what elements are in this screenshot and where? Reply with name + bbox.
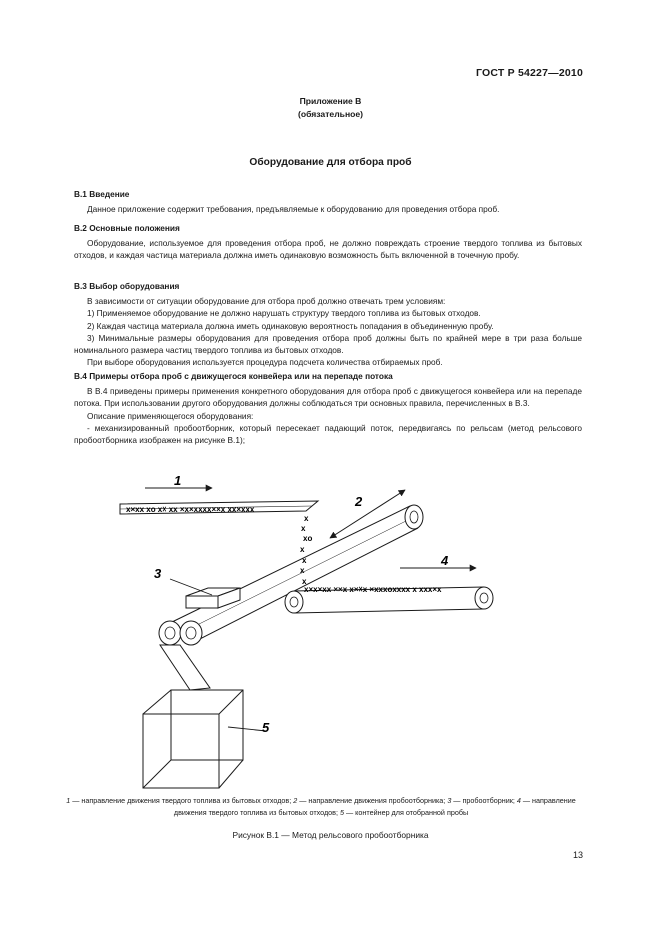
caption-text-4: — направление движения твердого топлива из бытовых отходов; — [173, 796, 576, 817]
label-5: 5 — [262, 720, 270, 735]
sample-chute — [160, 645, 210, 690]
label-4: 4 — [441, 553, 449, 568]
label-2: 2 — [355, 494, 363, 509]
main-title: Оборудование для отбора проб — [249, 157, 412, 168]
annex-title: Приложение В — [299, 96, 362, 106]
falling-stream-4: x — [300, 545, 305, 554]
rail-end-rollers — [159, 621, 202, 645]
material-upper: x×xx xo x☓ xx ×x×xxxx××x xx×xxx — [126, 505, 255, 514]
material-lower: x×x×xx ××x x×☓x ×xxxoxxxx x xxx×x — [304, 585, 442, 594]
caption-text-1: — направление движения твердого топлива из бытовых отходов; — [70, 796, 294, 805]
section-b3-paragraph: В зависимости от ситуации оборудование для отбора проб должно отвечать трем условиям: — [87, 296, 446, 307]
figure-title: Рисунок В.1 — Метод рельсового пробоотборника — [232, 830, 429, 840]
falling-stream-7: x — [302, 577, 307, 586]
section-b3-condition-1: 1) Применяемое оборудование не должно нарушать структуру твердого топлива из бытовых отходов. — [87, 308, 481, 319]
caption-text-3: — пробоотборник; — [451, 796, 517, 805]
section-b2-heading: В.2 Основные положения — [74, 223, 180, 233]
section-b3-condition-3: 3) Минимальные размеры оборудования для проведения отбора проб должны быть по крайней мере в три раза больше номинального размера частиц твердого топлива из бытовых отходов. — [74, 332, 582, 356]
section-b3-paragraph-last: При выборе оборудования используется процедура подсчета количества отбираемых проб. — [87, 357, 443, 368]
section-b3-heading: В.3 Выбор оборудования — [74, 281, 180, 291]
standard-number: ГОСТ Р 54227—2010 — [475, 67, 583, 79]
section-b4-list-item: - механизированный пробоотборник, который пересекает падающий поток, передвигаясь по рельсам (метод рельсового пробоотборника изображен на рисунке В.1); — [74, 422, 582, 446]
falling-stream-2: x — [301, 524, 306, 533]
falling-stream-6: x — [300, 566, 305, 575]
caption-text-2: — направление движения пробоотборника; — [297, 796, 448, 805]
page-number: 13 — [572, 850, 583, 860]
section-b3-condition-2: 2) Каждая частица материала должна иметь одинаковую вероятность попадания в объединенную пробу. — [87, 320, 494, 331]
sample-container — [143, 690, 243, 788]
label-1: 1 — [174, 473, 182, 488]
falling-stream-1: x — [304, 514, 309, 523]
falling-stream-5: x — [302, 556, 307, 565]
caption-number-1: 1 — [66, 796, 71, 805]
section-b4-paragraph: В В.4 приведены примеры применения конкретного оборудования для отбора проб с движущегося конвейера или на перепаде потока. При использовании другого оборудования должны соблюдаться три основных правила, перечисленных в В.3. — [74, 386, 582, 409]
section-b4-heading: В.4 Примеры отбора проб с движущегося конвейера или на перепаде потока — [74, 371, 393, 381]
caption-text-5: — контейнер для отобранной пробы — [344, 807, 469, 817]
section-b4-description-label: Описание применяющегося оборудования: — [87, 410, 254, 421]
label-3: 3 — [154, 566, 162, 581]
section-b1-paragraph: Данное приложение содержит требования, предъявляемые к оборудованию для проведения отбора проб. — [87, 204, 500, 215]
caption-number-3: 3 — [447, 796, 452, 805]
label-3-leader — [170, 579, 212, 595]
caption-number-4: 4 — [516, 796, 521, 805]
section-b2-paragraph: Оборудование, используемое для проведения отбора проб, не должно повреждать строение твердого топлива из бытовых отходов, и каждая частица материала должна иметь одинаковую возможность быть включенной в точечную пробу. — [74, 238, 582, 261]
annex-status: (обязательное) — [297, 109, 364, 119]
caption-number-5: 5 — [340, 807, 344, 817]
figure-caption — [56, 795, 586, 818]
falling-stream-3: xo — [303, 534, 313, 543]
caption-number-2: 2 — [293, 796, 298, 805]
sampler-rail — [172, 505, 423, 644]
sampler-box — [186, 588, 240, 608]
section-b1-heading: В.1 Введение — [74, 189, 130, 199]
label-5-leader — [228, 727, 266, 731]
